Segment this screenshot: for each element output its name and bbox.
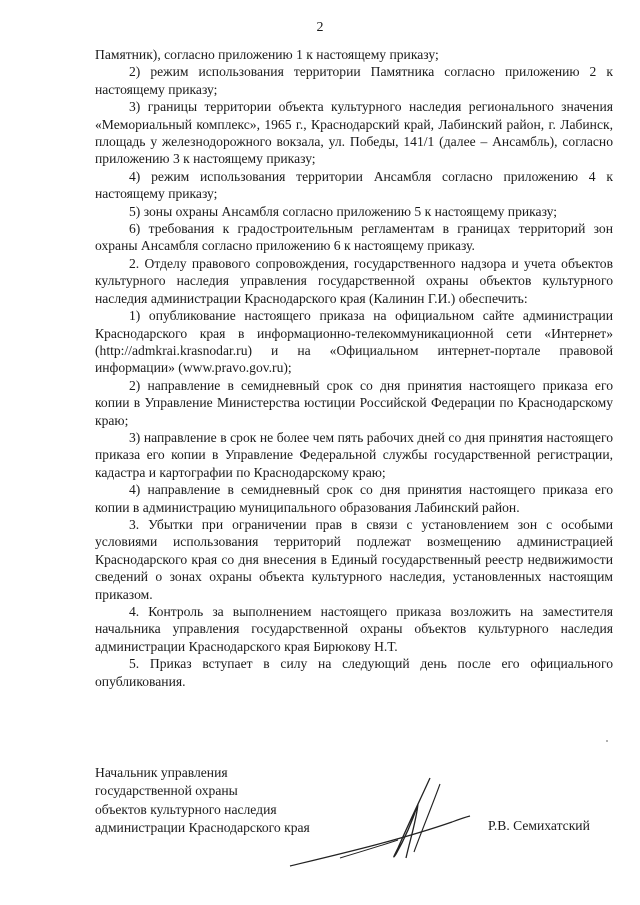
- paragraph: 4. Контроль за выполнением настоящего приказа возложить на заместителя начальника управления государственной охраны объектов культурного наследия администрации Краснодарского края Бирюкову Н.Т.: [95, 604, 613, 654]
- paragraph: 6) требования к градостроительным регламентам в границах территорий зон охраны Ансамбля согласно приложению 6 к настоящему приказу.: [95, 221, 613, 254]
- paragraph: 4) режим использования территории Ансамбля согласно приложению 4 к настоящему приказу;: [95, 168, 613, 202]
- signatory-title-line: Начальник управления: [95, 765, 228, 780]
- paragraph: 3) границы территории объекта культурного наследия регионального значения «Мемориальный комплекс», 1965 г., Краснодарский край, Лабинский район, г. Лабинск, площадь у железнодорожного вокзала, ул. Победы, 141/1 (далее – Ансамбль), согласно приложению 3 к настоящему приказу;: [95, 99, 613, 167]
- signatory-title: [95, 764, 310, 838]
- paragraph: 2) режим использования территории Памятника согласно приложению 2 к настоящему приказу;: [95, 64, 613, 97]
- handwritten-signature: [280, 770, 490, 870]
- paragraph: 1) опубликование настоящего приказа на официальном сайте администрации Краснодарского края в информационно-телекоммуникационной сети «Интернет» (http://admkrai.krasnodar.ru) и на «Официальном интернет-портале правовой информации» (www.pravo.gov.ru);: [95, 308, 613, 376]
- page-number: 2: [316, 20, 324, 35]
- paragraph: 4) направление в семидневный срок со дня принятия настоящего приказа его копии в администрацию муниципального образования Лабинский район.: [95, 482, 613, 515]
- document-body: [95, 46, 613, 690]
- signatory-title-line: объектов культурного наследия: [95, 801, 277, 817]
- scan-artifact: [606, 740, 608, 742]
- signatory-title-line: администрации Краснодарского края: [95, 820, 310, 836]
- signatory-name: Р.В. Семихатский: [488, 818, 590, 833]
- paragraph: 3. Убытки при ограничении прав в связи с установлением зон с особыми условиями использования территорий подлежат возмещению администрацией Краснодарского края со дня внесения в Единый государственный реестр недвижимости сведений о зонах охраны объекта культурного наследия, установленных настоящим приказом.: [95, 516, 613, 602]
- paragraph: Памятник), согласно приложению 1 к настоящему приказу;: [95, 47, 439, 62]
- paragraph: 3) направление в срок не более чем пять рабочих дней со дня принятия настоящего приказа его копии в Управление Федеральной службы государственной регистрации, кадастра и картографии по Краснодарскому краю;: [95, 429, 613, 480]
- paragraph: 5. Приказ вступает в силу на следующий день после его официального опубликования.: [95, 656, 613, 689]
- signatory-title-line: государственной охраны: [95, 783, 238, 799]
- paragraph: 2. Отделу правового сопровождения, государственного надзора и учета объектов культурного наследия управления государственной охраны объектов культурного наследия администрации Краснодарского края (Калинин Г.И.) обеспечить:: [95, 255, 613, 306]
- paragraph: 5) зоны охраны Ансамбля согласно приложению 5 к настоящему приказу;: [129, 203, 558, 219]
- paragraph: 2) направление в семидневный срок со дня принятия настоящего приказа его копии в Управление Министерства юстиции Российской Федерации по Краснодарскому краю;: [95, 377, 613, 428]
